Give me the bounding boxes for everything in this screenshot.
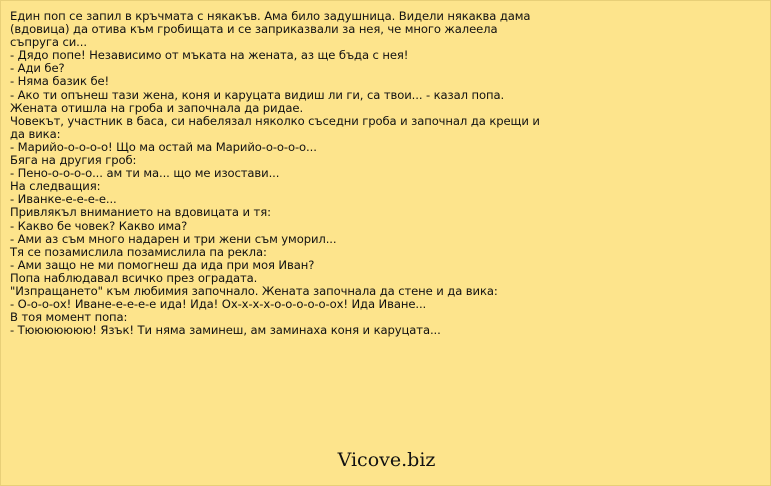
joke-line: да вика: [10,126,61,141]
joke-line: Попа наблюдавал всичко през оградата. [10,270,258,285]
joke-line: В тоя момент попа: [10,310,128,325]
joke-line: - Ами аз съм много надарен и три жени съм уморил... [10,231,337,246]
joke-line: На следващия: [10,179,101,194]
joke-line: съпруга си... [10,35,87,50]
joke-line: Човекът, участник в баса, си набелязал няколко съседни гроба и започнал да крещи и [10,113,540,128]
joke-line: - Тююююююю! Язък! Ти няма заминеш, ам заминаха коня и каруцата... [10,323,441,338]
joke-line: Тя се позамислила позамислила па рекла: [10,244,267,259]
joke-line: Жената отишла на гроба и започнала да ридае. [10,100,304,115]
joke-line: Привлякъл вниманието на вдовицата и тя: [10,205,271,220]
joke-line: - Няма базик бе! [10,74,110,89]
joke-text [10,10,762,337]
site-watermark: Vicove.biz [337,449,436,471]
joke-line: - Ако ти опънеш тази жена, коня и каруцата видиш ли ги, са твои... - казал попа. [10,87,505,102]
joke-line: - О-о-о-ох! Иване-е-е-е-е ида! Ида! Ох-х-х-х-о-о-о-о-о-ох! Ида Иване... [10,297,427,312]
joke-line: - Дядо попе! Независимо от мъката на жената, аз ще бъда с нея! [10,48,409,63]
joke-line: - Пено-о-о-о-о... ам ти ма... що ме изостави... [10,166,280,181]
joke-line: "Изпращането" към любимия започнало. Жената започнала да стене и да вика: [10,283,498,298]
joke-line: (вдовица) да отива към гробищата и се заприказвали за нея, че много жалеела [10,22,498,37]
joke-line: - Какво бе човек? Какво има? [10,218,188,233]
joke-line: - Иванке-е-е-е-е... [10,192,117,207]
joke-line: - Ади бе? [10,61,65,76]
joke-line: Един поп се запил в кръчмата с някакъв. Ама било задушница. Видели някаква дама [10,9,531,23]
joke-line: - Марийо-о-о-о-о! Що ма остай ма Марийо-о-о-о-о... [10,139,317,154]
joke-line: Бяга на другия гроб: [10,153,137,168]
joke-line: - Ами защо не ми помогнеш да ида при моя Иван? [10,257,315,272]
